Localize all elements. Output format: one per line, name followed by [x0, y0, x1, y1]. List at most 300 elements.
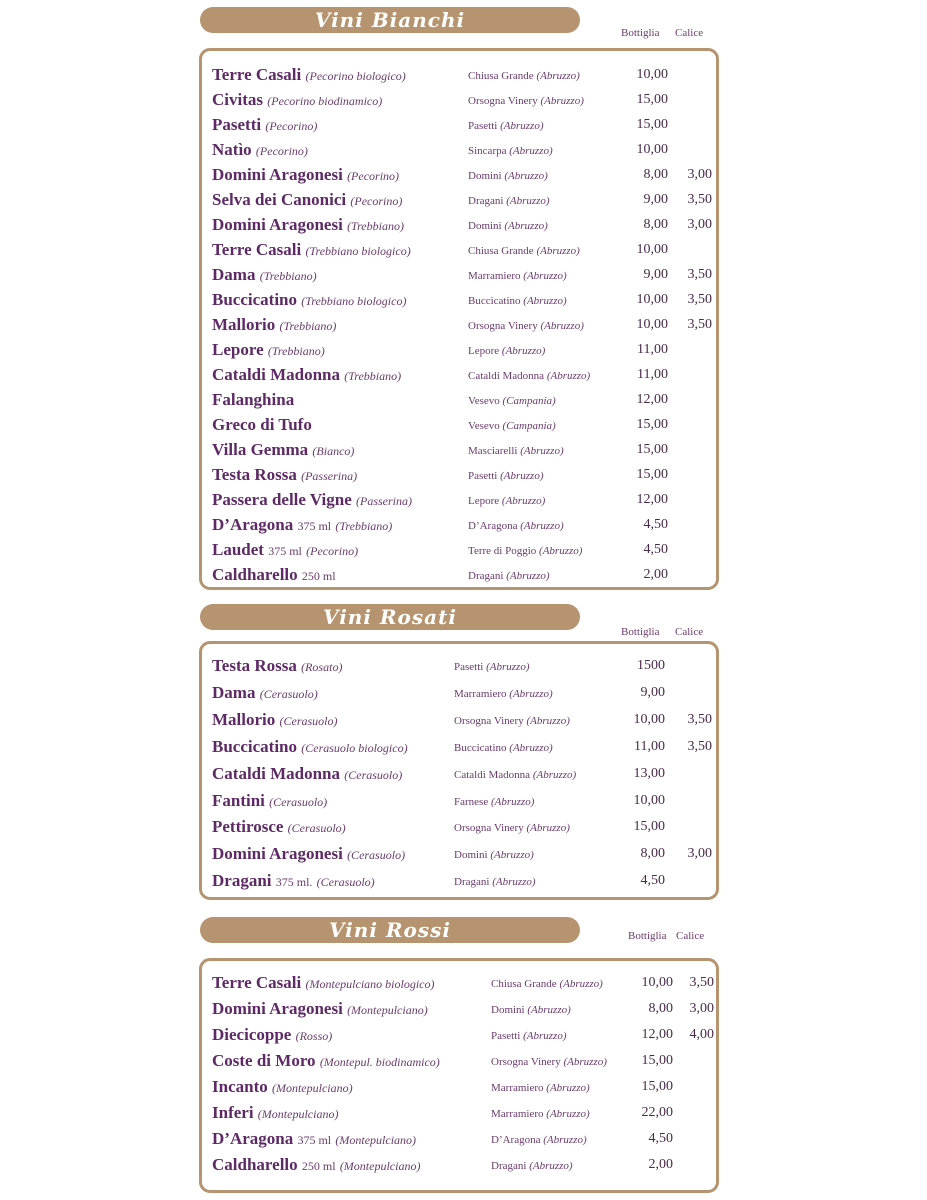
wine-producer: [491, 1028, 566, 1044]
producer-name: Pasetti: [454, 661, 484, 673]
wine-producer: [468, 543, 582, 559]
wine-row: [202, 1025, 716, 1050]
wine-name-text: Incanto: [212, 1077, 268, 1096]
wine-size: 250 ml: [301, 1159, 336, 1173]
wine-name-text: Fantini: [212, 790, 265, 810]
wine-grape: (Cerasuolo): [269, 794, 328, 809]
wine-row: [202, 1155, 716, 1180]
producer-name: Orsogna Vinery: [454, 714, 524, 727]
wine-grape: (Pecorino biologico): [305, 69, 406, 83]
wine-name-text: Domini Aragonesi: [212, 215, 343, 234]
producer-region: (Abruzzo): [520, 445, 564, 457]
bottle-price: 10,00: [633, 792, 665, 808]
wine-name: [212, 791, 327, 812]
wine-name: [212, 1077, 353, 1098]
wine-row: [202, 290, 716, 315]
wine-name-text: Mallorio: [212, 315, 276, 334]
wine-row: [202, 1077, 716, 1102]
wine-row: [202, 340, 716, 365]
wine-name-text: Laudet: [212, 540, 264, 559]
bottle-price: 15,00: [636, 442, 668, 457]
wine-name-text: Falanghina: [212, 390, 295, 409]
wine-grape: (Cerasuolo): [259, 686, 318, 701]
wine-producer: [468, 218, 548, 234]
wine-name-text: Buccicatino: [212, 736, 297, 756]
wine-grape: (Montepulciano): [271, 1081, 353, 1095]
wine-producer: [468, 568, 550, 584]
wine-name: [212, 465, 357, 486]
bottle-price: 12,00: [641, 1027, 673, 1042]
bottle-price: 11,00: [637, 342, 668, 357]
wine-size: 375 ml: [297, 1133, 332, 1147]
bottle-price: 15,00: [633, 819, 665, 835]
producer-region: (Abruzzo): [546, 370, 591, 382]
bottle-price: 8,00: [643, 217, 668, 232]
wine-name: [212, 683, 318, 704]
wine-list-rosati: [199, 641, 719, 900]
wine-grape: (Montepulciano): [347, 1003, 428, 1017]
wine-grape: (Montepul. biodinamico): [319, 1055, 440, 1069]
wine-producer: [468, 418, 556, 434]
wine-name: [212, 565, 336, 586]
wine-name: [212, 1129, 416, 1150]
wine-row: [202, 683, 716, 708]
wine-producer: [468, 168, 548, 184]
wine-row: [202, 973, 716, 998]
wine-name-text: Domini Aragonesi: [212, 165, 343, 184]
producer-name: Marramiero: [491, 1108, 544, 1120]
section-title-rosati: Vini Rosati: [200, 604, 580, 630]
wine-name-text: Lepore: [212, 340, 264, 359]
bottle-price: 12,00: [636, 392, 668, 407]
producer-name: Domini: [468, 220, 502, 232]
wine-name-text: Testa Rossa: [212, 656, 297, 675]
wine-producer: [491, 1106, 590, 1122]
producer-region: (Abruzzo): [500, 120, 544, 132]
producer-region: (Abruzzo): [523, 1030, 567, 1042]
wine-name-text: Coste di Moro: [212, 1051, 316, 1070]
wine-name-text: Natìo: [212, 140, 252, 159]
wine-name-text: Testa Rossa: [212, 465, 297, 484]
wine-name-text: Civitas: [212, 90, 263, 109]
producer-region: (Abruzzo): [501, 345, 546, 357]
wine-name-text: D’Aragona: [212, 515, 294, 534]
glass-price: 3,00: [687, 846, 712, 862]
wine-name: [212, 973, 434, 994]
wine-producer: [491, 1002, 571, 1018]
wine-name: [212, 290, 406, 311]
producer-region: (Abruzzo): [501, 495, 546, 507]
wine-list-bianchi: [199, 48, 719, 590]
bottle-price: 15,00: [636, 417, 668, 432]
producer-region: (Abruzzo): [500, 470, 544, 482]
wine-grape: (Pecorino): [255, 144, 308, 158]
wine-producer: [454, 874, 536, 890]
bottle-price: 10,00: [636, 242, 668, 257]
producer-name: Orsogna Vinery: [468, 95, 538, 107]
wine-producer: [468, 393, 556, 409]
producer-name: Dragani: [491, 1160, 527, 1172]
wine-row: [202, 215, 716, 240]
wine-producer: [468, 93, 584, 109]
wine-producer: [454, 659, 529, 675]
producer-region: (Abruzzo): [490, 849, 534, 862]
wine-grape: (Cerasuolo): [344, 767, 403, 782]
producer-region: (Abruzzo): [523, 270, 567, 282]
wine-row: [202, 764, 716, 789]
glass-price: 3,00: [687, 167, 712, 182]
wine-producer: [468, 343, 545, 359]
wine-name-text: Dama: [212, 265, 256, 284]
bottle-price: 4,50: [643, 517, 668, 532]
producer-name: Vesevo: [468, 420, 500, 432]
producer-region: (Abruzzo): [490, 795, 535, 808]
wine-producer: [491, 1158, 573, 1174]
wine-producer: [491, 976, 603, 992]
producer-name: D’Aragona: [491, 1134, 541, 1146]
wine-name: [212, 1051, 440, 1072]
wine-name-text: Dama: [212, 682, 256, 702]
wine-name: [212, 999, 428, 1020]
producer-region: (Campania): [502, 395, 556, 407]
wine-row: [202, 515, 716, 540]
producer-name: Chiusa Grande: [468, 245, 534, 257]
wine-producer: [468, 143, 553, 159]
wine-name-text: D’Aragona: [212, 1129, 294, 1148]
bottle-price: 15,00: [636, 467, 668, 482]
wine-row: [202, 999, 716, 1024]
wine-name: [212, 844, 405, 865]
glass-price: 3,50: [687, 317, 712, 332]
wine-producer: [454, 713, 570, 729]
wine-name-text: Greco di Tufo: [212, 415, 312, 434]
glass-price: 3,50: [687, 711, 712, 727]
wine-row: [202, 710, 716, 735]
producer-region: (Abruzzo): [540, 95, 584, 107]
section-title-rossi: Vini Rossi: [200, 917, 580, 943]
column-header-bottle: Bottiglia: [621, 27, 660, 39]
wine-row: [202, 165, 716, 190]
wine-producer: [454, 740, 553, 756]
bottle-price: 10,00: [636, 317, 668, 332]
producer-region: (Abruzzo): [532, 768, 577, 781]
wine-producer: [491, 1054, 607, 1070]
wine-grape: (Rosso): [295, 1029, 333, 1043]
bottle-price: 4,50: [643, 542, 668, 557]
producer-name: Dragani: [468, 195, 504, 207]
wine-row: [202, 190, 716, 215]
producer-region: (Abruzzo): [506, 195, 550, 207]
glass-price: 3,50: [687, 192, 712, 207]
wine-name: [212, 1103, 338, 1124]
wine-name-text: Buccicatino: [212, 290, 297, 309]
producer-name: Lepore: [468, 345, 500, 357]
column-header-bottle: Bottiglia: [628, 930, 667, 942]
producer-name: Chiusa Grande: [491, 978, 557, 990]
wine-row: [202, 490, 716, 515]
wine-name-text: Pettirosce: [212, 817, 284, 837]
wine-producer: [454, 767, 576, 783]
wine-name: [212, 1155, 420, 1176]
wine-producer: [468, 443, 564, 459]
wine-row: [202, 465, 716, 490]
wine-producer: [454, 820, 570, 836]
wine-name-text: Mallorio: [212, 709, 276, 729]
producer-region: (Abruzzo): [527, 1004, 571, 1016]
wine-grape: (Cerasuolo biologico): [301, 740, 408, 755]
producer-name: Domini: [468, 170, 502, 182]
bottle-price: 10,00: [633, 711, 665, 727]
wine-grape: (Trebbiano): [279, 319, 337, 333]
producer-name: Pasetti: [468, 120, 498, 132]
wine-grape: (Cerasuolo): [316, 875, 375, 890]
glass-price: 3,50: [687, 267, 712, 282]
wine-producer: [468, 118, 543, 134]
wine-grape: (Pecorino): [265, 119, 318, 133]
wine-grape: (Montepulciano): [335, 1133, 417, 1147]
wine-row: [202, 140, 716, 165]
wine-grape: (Bianco): [312, 444, 355, 458]
wine-name-text: Domini Aragonesi: [212, 999, 343, 1018]
wine-producer: [468, 293, 567, 309]
wine-producer: [468, 243, 580, 259]
wine-name: [212, 515, 392, 536]
producer-region: (Abruzzo): [520, 520, 564, 532]
producer-region: (Abruzzo): [536, 70, 580, 82]
producer-name: Pasetti: [491, 1030, 521, 1042]
glass-price: 3,50: [689, 975, 714, 990]
producer-name: Sincarpa: [468, 145, 507, 157]
bottle-price: 9,00: [640, 684, 665, 700]
bottle-price: 13,00: [633, 765, 665, 781]
wine-name-text: Villa Gemma: [212, 440, 309, 459]
wine-name-text: Terre Casali: [212, 65, 302, 84]
column-header-glass: Calice: [676, 930, 705, 942]
producer-region: (Abruzzo): [529, 1160, 573, 1172]
bottle-price: 8,00: [648, 1001, 673, 1016]
wine-row: [202, 115, 716, 140]
wine-name: [212, 490, 412, 511]
producer-region: (Abruzzo): [526, 714, 570, 727]
wine-grape: (Cerasuolo): [347, 848, 406, 863]
wine-name-text: Pasetti: [212, 115, 262, 134]
glass-price: 3,50: [687, 292, 712, 307]
wine-row: [202, 365, 716, 390]
wine-name: [212, 737, 408, 758]
wine-row: [202, 737, 716, 762]
wine-name: [212, 240, 411, 261]
wine-grape: (Pecorino biodinamico): [267, 94, 383, 108]
wine-name: [212, 65, 406, 86]
wine-name: [212, 871, 375, 892]
wine-producer: [454, 686, 553, 702]
producer-region: (Abruzzo): [559, 978, 603, 990]
wine-row: [202, 791, 716, 816]
wine-row: [202, 656, 716, 681]
wine-grape: (Montepulciano): [257, 1107, 339, 1121]
wine-name: [212, 710, 338, 731]
wine-size: 375 ml: [297, 519, 332, 533]
wine-size: 250 ml: [301, 569, 336, 583]
bottle-price: 11,00: [637, 367, 668, 382]
bottle-price: 9,00: [643, 192, 668, 207]
bottle-price: 2,00: [648, 1157, 673, 1172]
wine-name: [212, 1025, 332, 1046]
producer-region: (Abruzzo): [526, 822, 570, 835]
wine-name: [212, 764, 402, 785]
wine-grape: (Trebbiano biologico): [301, 294, 407, 308]
wine-list-rossi: [199, 958, 719, 1193]
producer-name: Orsogna Vinery: [454, 822, 524, 835]
wine-producer: [468, 268, 567, 284]
wine-row: [202, 440, 716, 465]
producer-name: Domini: [491, 1004, 525, 1016]
glass-price: 3,00: [687, 217, 712, 232]
producer-region: (Abruzzo): [492, 876, 536, 889]
producer-name: Orsogna Vinery: [491, 1056, 561, 1068]
producer-region: (Abruzzo): [506, 570, 550, 582]
producer-name: Chiusa Grande: [468, 70, 534, 82]
wine-name-text: Cataldi Madonna: [212, 763, 340, 783]
wine-row: [202, 817, 716, 842]
wine-producer: [454, 794, 534, 810]
wine-producer: [468, 518, 564, 534]
wine-row: [202, 871, 716, 896]
wine-producer: [454, 847, 534, 863]
bottle-price: 11,00: [634, 738, 665, 754]
wine-name: [212, 265, 317, 286]
producer-region: (Abruzzo): [563, 1056, 607, 1068]
wine-name-text: Passera delle Vigne: [212, 490, 352, 509]
wine-name: [212, 315, 336, 336]
column-header-glass: Calice: [675, 27, 704, 39]
wine-grape: (Trebbiano biologico): [305, 244, 411, 258]
wine-grape: (Pecorino): [347, 169, 400, 183]
wine-name: [212, 140, 308, 161]
producer-region: (Abruzzo): [504, 220, 548, 232]
wine-grape: (Montepulciano biologico): [305, 977, 435, 991]
producer-name: Cataldi Madonna: [468, 370, 545, 382]
producer-name: Domini: [454, 849, 488, 862]
producer-name: Vesevo: [468, 395, 500, 407]
wine-name: [212, 165, 399, 186]
glass-price: 3,50: [687, 738, 712, 754]
producer-name: Dragani: [468, 570, 504, 582]
bottle-price: 10,00: [636, 142, 668, 157]
wine-name-text: Domini Aragonesi: [212, 844, 343, 864]
bottle-price: 8,00: [643, 167, 668, 182]
bottle-price: 2,00: [643, 567, 668, 582]
wine-grape: (Montepulciano): [339, 1159, 421, 1173]
bottle-price: 15,00: [641, 1079, 673, 1094]
wine-name: [212, 340, 325, 361]
wine-grape: (Passerina): [356, 494, 413, 508]
producer-name: Orsogna Vinery: [468, 320, 538, 332]
producer-name: Marramiero: [454, 687, 507, 700]
glass-price: 3,00: [689, 1001, 714, 1016]
wine-grape: (Trebbiano): [344, 369, 402, 383]
producer-region: (Abruzzo): [540, 320, 584, 332]
wine-name: [212, 656, 342, 677]
wine-name: [212, 90, 382, 111]
producer-region: (Campania): [502, 420, 556, 432]
wine-name: [212, 817, 346, 838]
wine-grape: (Cerasuolo): [287, 821, 346, 836]
wine-name: [212, 115, 317, 136]
section-title-bianchi: Vini Bianchi: [200, 7, 580, 33]
wine-grape: (Rosato): [301, 660, 343, 674]
wine-row: [202, 565, 716, 590]
column-header-bottle: Bottiglia: [621, 626, 660, 638]
wine-name: [212, 190, 402, 211]
producer-region: (Abruzzo): [504, 170, 548, 182]
wine-row: [202, 65, 716, 90]
wine-grape: (Pecorino): [306, 544, 359, 558]
glass-price: 4,00: [689, 1027, 714, 1042]
producer-name: Cataldi Madonna: [454, 768, 531, 781]
wine-producer: [468, 68, 580, 84]
wine-row: [202, 1051, 716, 1076]
producer-region: (Abruzzo): [509, 741, 553, 754]
bottle-price: 22,00: [641, 1105, 673, 1120]
bottle-price: 10,00: [636, 67, 668, 82]
wine-row: [202, 315, 716, 340]
producer-name: Lepore: [468, 495, 500, 507]
bottle-price: 10,00: [641, 975, 673, 990]
producer-name: Pasetti: [468, 470, 498, 482]
producer-name: Masciarelli: [468, 445, 518, 457]
wine-row: [202, 415, 716, 440]
wine-producer: [468, 468, 543, 484]
wine-grape: (Trebbiano): [335, 519, 393, 533]
wine-row: [202, 390, 716, 415]
producer-region: (Abruzzo): [509, 687, 553, 700]
wine-name-text: Terre Casali: [212, 240, 302, 259]
column-header-glass: Calice: [675, 626, 704, 638]
producer-region: (Abruzzo): [546, 1082, 590, 1094]
bottle-price: 1500: [637, 658, 665, 673]
wine-row: [202, 1103, 716, 1128]
producer-name: Terre di Poggio: [468, 545, 537, 557]
producer-region: (Abruzzo): [523, 295, 567, 307]
wine-name: [212, 215, 404, 236]
producer-name: Farnese: [454, 795, 489, 808]
bottle-price: 4,50: [640, 873, 665, 889]
wine-size: 375 ml.: [275, 875, 313, 890]
producer-name: Buccicatino: [468, 295, 521, 307]
wine-name: [212, 440, 354, 461]
wine-producer: [491, 1132, 587, 1148]
wine-grape: (Trebbiano): [267, 344, 325, 358]
producer-name: D’Aragona: [468, 520, 518, 532]
producer-name: Buccicatino: [454, 741, 507, 754]
producer-region: (Abruzzo): [536, 245, 580, 257]
wine-name: [212, 540, 358, 561]
wine-grape: (Cerasuolo): [279, 713, 338, 728]
bottle-price: 15,00: [641, 1053, 673, 1068]
wine-name: [212, 415, 312, 435]
wine-name-text: Diecicoppe: [212, 1025, 292, 1044]
wine-name: [212, 365, 401, 386]
producer-region: (Abruzzo): [543, 1134, 587, 1146]
wine-producer: [468, 493, 545, 509]
producer-region: (Abruzzo): [486, 661, 530, 673]
wine-producer: [468, 318, 584, 334]
wine-grape: (Trebbiano): [347, 219, 404, 233]
wine-row: [202, 1129, 716, 1154]
wine-row: [202, 90, 716, 115]
producer-region: (Abruzzo): [539, 545, 583, 557]
